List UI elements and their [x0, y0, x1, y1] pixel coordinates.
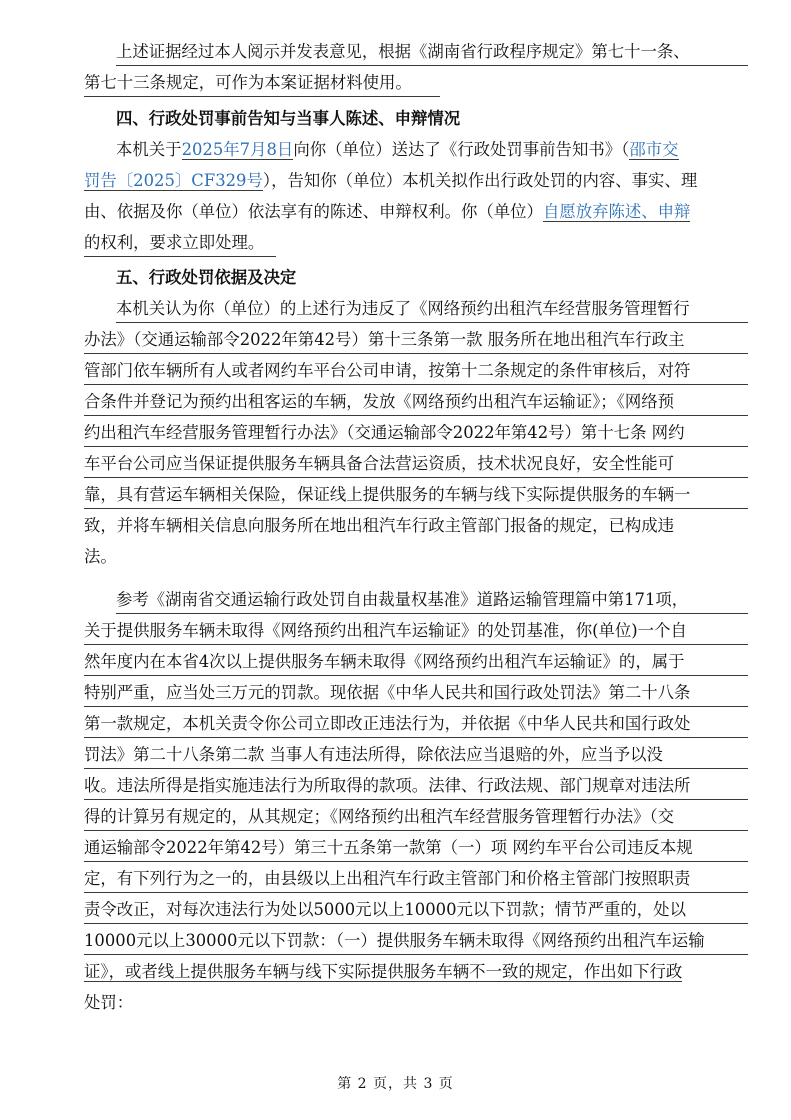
section-4-line-2 [84, 166, 748, 195]
basis-line-5: 约出租汽车经营服务管理暂行办法》（交通运输部令2022年第42号）第十七条 网约 [84, 418, 748, 447]
decision-line-1: 参考《湖南省交通运输行政处罚自由裁量权基准》道路运输管理篇中第171项， [116, 585, 748, 614]
basis-line-8: 致，并将车辆相关信息向服务所在地出租汽车行政主管部门报备的规定，已构成违 [84, 516, 675, 535]
notice-line-2-rest: ），告知你（单位）本机关拟作出行政处罚的内容、事实、理 [262, 171, 698, 190]
notice-docno-part2: 罚告〔2025〕CF329号 [84, 171, 263, 190]
decision-line-3: 然年度内在本省4次以上提供服务车辆未取得《网络预约出租汽车运输证》的，属于 [84, 647, 748, 676]
decision-line-7: 收。违法所得是指实施违法行为所取得的款项。法律、行政法规、部门规章对违法所 [84, 771, 748, 800]
decision-line-11: 责令改正，对每次违法行为处以5000元以上10000元以下罚款；情节严重的，处以 [84, 895, 748, 924]
decision-line-5: 第一款规定，本机关责令你公司立即改正违法行为，并依据《中华人民共和国行政处 [84, 709, 748, 738]
decision-line-13 [84, 957, 748, 986]
basis-line-9: 法。 [84, 547, 117, 566]
decision-line-9: 通运输部令2022年第42号）第三十五条第一款第（一）项 网约车平台公司违反本规 [84, 833, 748, 862]
decision-line-2: 关于提供服务车辆未取得《网络预约出租汽车运输证》的处罚基准，你(单位)一个自 [84, 616, 748, 645]
decision-line-13-text: 证》，或者线上提供服务车辆与线下实际提供服务车辆不一致的规定，作出如下行政 [84, 962, 683, 981]
decision-line-10: 定，有下列行为之一的，由县级以上出租汽车行政主管部门和价格主管部门按照职责 [84, 864, 748, 893]
basis-line-1: 本机关认为你（单位）的上述行为违反了《网络预约出租汽车经营服务管理暂行 [116, 294, 748, 323]
evidence-line-2: 第七十三条规定，可作为本案证据材料使用。 [84, 68, 440, 97]
basis-line-3: 管部门依车辆所有人或者网约车平台公司申请，按第十二条规定的条件审核后，对符 [84, 356, 748, 385]
waive-statement-part1: 自愿放弃陈述、申辩 [542, 202, 691, 221]
decision-line-4: 特别严重，应当处三万元的罚款。现依据《中华人民共和国行政处罚法》第二十八条 [84, 678, 748, 707]
decision-line-12: 10000元以上30000元以下罚款：（一）提供服务车辆未取得《网络预约出租汽车运输 [84, 926, 748, 955]
section-4-line-3 [84, 197, 748, 226]
section-5-heading: 五、行政处罚依据及决定 [116, 268, 297, 287]
basis-line-7: 靠，具有营运车辆相关保险，保证线上提供服务的车辆与线下实际提供服务的车辆一 [84, 480, 748, 509]
decision-line-14: 处罚： [84, 993, 134, 1012]
notice-prefix: 本机关于 [116, 140, 182, 159]
decision-line-8: 得的计算另有规定的，从其规定；《网络预约出租汽车经营服务管理暂行办法》（交 [84, 802, 748, 831]
section-4-line-1 [116, 135, 748, 164]
decision-line-6: 罚法》第二十八条第二款 当事人有违法所得，除依法应当退赔的外，应当予以没 [84, 740, 748, 769]
notice-line-3-prefix: 由、依据及你（单位）依法享有的陈述、申辩权利。你（单位） [84, 202, 543, 221]
basis-line-4: 合条件并登记为预约出租客运的车辆，发放《网络预约出租汽车运输证》；《网络预 [84, 387, 748, 416]
section-4-line-4: 的权利，要求立即处理。 [84, 228, 276, 257]
evidence-line-1: 上述证据经过本人阅示并发表意见，根据《湖南省行政程序规定》第七十一条、 [116, 37, 748, 66]
basis-line-6: 车平台公司应当保证提供服务车辆具备合法营运资质，技术状况良好，安全性能可 [84, 449, 748, 478]
notice-date: 2025年7月8日 [181, 140, 294, 159]
page-footer: 第 2 页，共 3 页 [337, 1076, 454, 1092]
basis-line-2: 办法》（交通运输部令2022年第42号）第十三条第一款 服务所在地出租汽车行政主 [84, 325, 748, 354]
notice-docno-part1: 邵市交 [629, 140, 679, 159]
section-4-heading: 四、行政处罚事前告知与当事人陈述、申辩情况 [116, 109, 461, 128]
notice-mid: 向你（单位）送达了《行政处罚事前告知书》（ [293, 140, 630, 159]
